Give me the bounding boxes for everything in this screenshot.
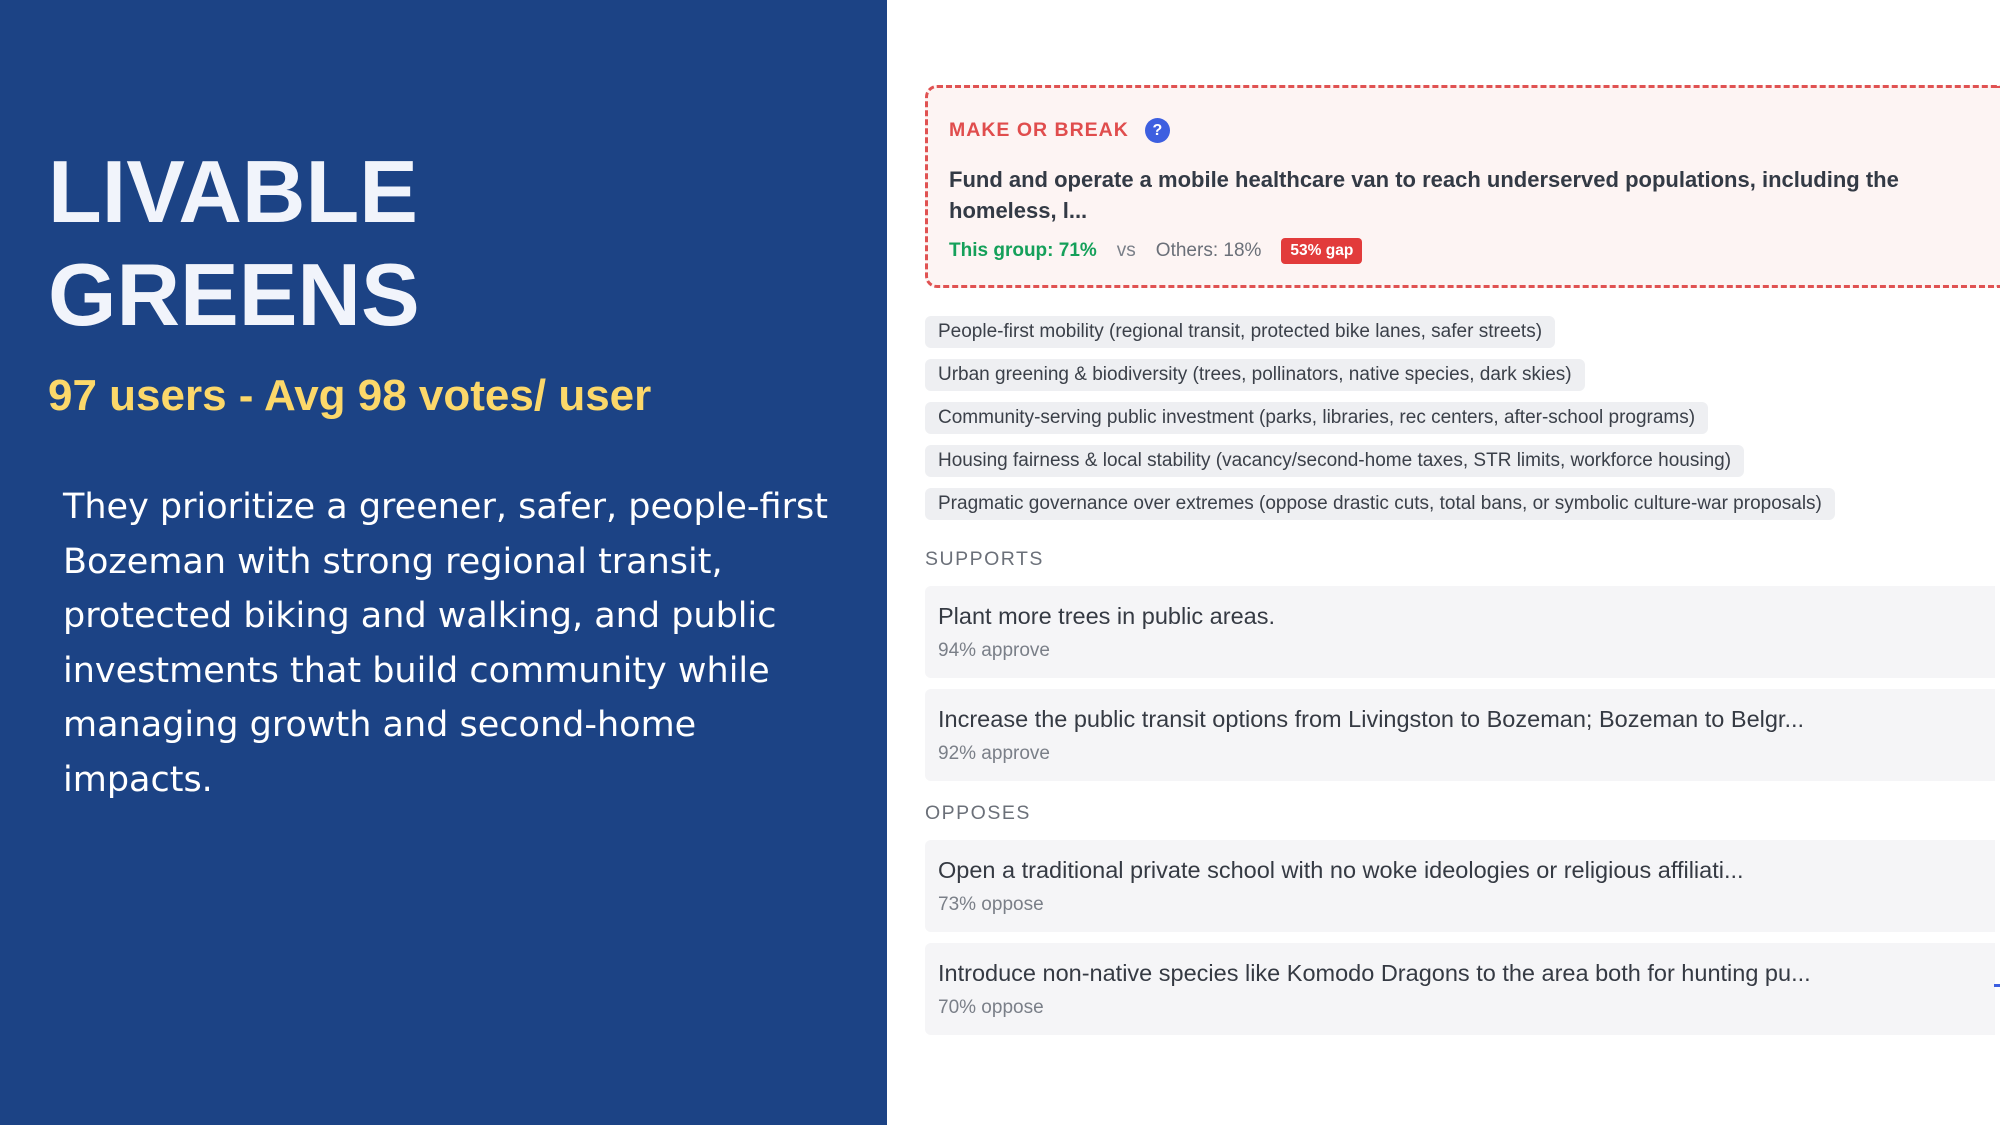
value-tag: Pragmatic governance over extremes (oppose drastic cuts, total bans, or symbolic culture-war proposals) [925, 488, 1835, 520]
make-or-break-stats [949, 238, 1362, 264]
others-percent: Others: 18% [1155, 240, 1262, 261]
support-item-metric: 92% approve [938, 743, 1050, 764]
group-description: They prioritize a greener, safer, people-first Bozeman with strong regional transit, protected biking and walking, and public investments that build community while managing growth and second-home impacts. [63, 487, 828, 800]
support-item[interactable] [925, 586, 1995, 678]
help-icon[interactable]: ? [1145, 118, 1170, 143]
details-panel [925, 0, 2000, 1125]
make-or-break-label: MAKE OR BREAK [949, 119, 1129, 141]
support-item[interactable] [925, 689, 1995, 781]
value-tag: Housing fairness & local stability (vacancy/second-home taxes, STR limits, workforce housing) [925, 445, 1744, 477]
group-title-line1: LIVABLE [48, 142, 418, 241]
vs-label: vs [1116, 240, 1136, 261]
oppose-item[interactable] [925, 840, 1995, 932]
opposes-heading: OPPOSES [925, 802, 1031, 824]
oppose-item-text: Open a traditional private school with no woke ideologies or religious affiliati... [938, 857, 1744, 883]
support-item-text: Increase the public transit options from Livingston to Bozeman; Bozeman to Belgr... [938, 706, 1805, 732]
value-tag: Urban greening & biodiversity (trees, pollinators, native species, dark skies) [925, 359, 1585, 391]
group-stats: 97 users - Avg 98 votes/ user [48, 371, 652, 420]
supports-heading: SUPPORTS [925, 548, 1044, 570]
value-tags [925, 316, 2000, 531]
group-title-line2: GREENS [48, 245, 420, 344]
gap-badge: 53% gap [1281, 238, 1362, 264]
scroll-edge-marker [1994, 984, 2000, 987]
this-group-percent: This group: 71% [949, 240, 1097, 261]
support-item-metric: 94% approve [938, 640, 1050, 661]
group-title [48, 140, 848, 346]
oppose-item[interactable] [925, 943, 1995, 1035]
value-tag: People-first mobility (regional transit, protected bike lanes, safer streets) [925, 316, 1555, 348]
oppose-item-metric: 70% oppose [938, 997, 1044, 1018]
make-or-break-card [925, 85, 2000, 288]
oppose-item-metric: 73% oppose [938, 894, 1044, 915]
make-or-break-text: Fund and operate a mobile healthcare van to reach underserved populations, including the homeless, l... [949, 167, 1899, 223]
support-item-text: Plant more trees in public areas. [938, 603, 1275, 629]
group-panel [0, 0, 887, 1125]
value-tag: Community-serving public investment (parks, libraries, rec centers, after-school programs) [925, 402, 1708, 434]
make-or-break-header [949, 118, 1170, 143]
oppose-item-text: Introduce non-native species like Komodo Dragons to the area both for hunting pu... [938, 960, 1811, 986]
